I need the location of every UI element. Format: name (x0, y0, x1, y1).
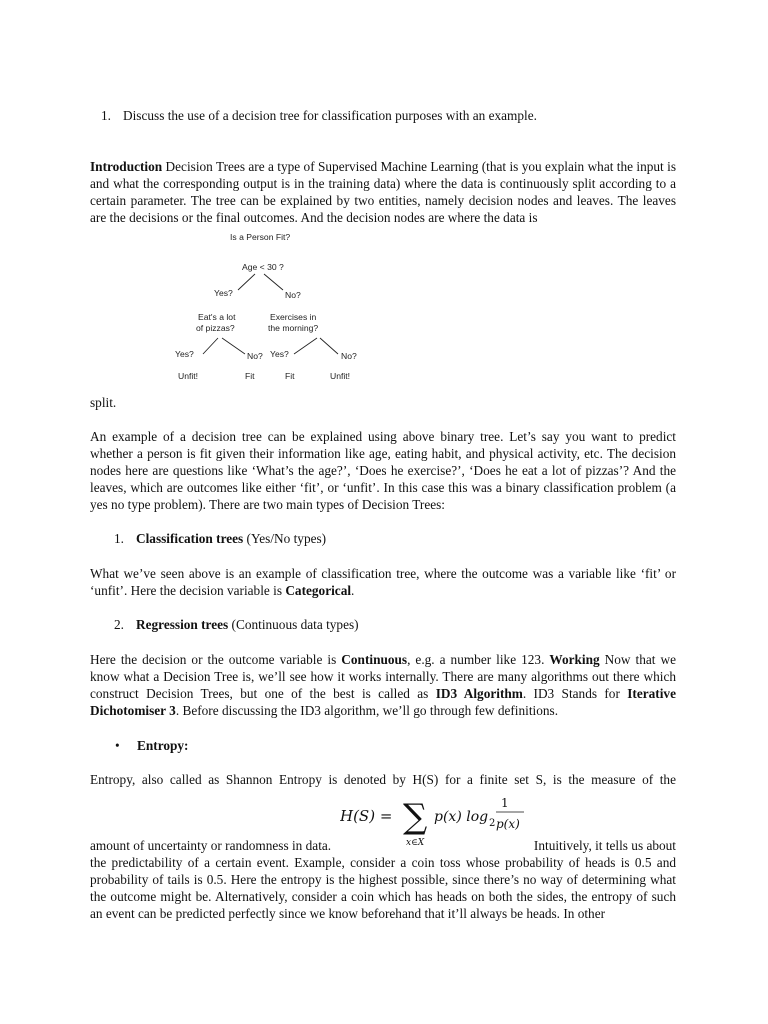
edge-root-left (238, 274, 255, 290)
formula-log-base: 2 (489, 818, 496, 829)
tree-root-no: No? (285, 290, 301, 300)
type-rest: (Continuous data types) (228, 617, 359, 632)
question-text: Discuss the use of a decision tree for classification purposes with an example. (123, 108, 537, 123)
regression-bold-1: Continuous (341, 652, 408, 667)
classification-paragraph (90, 565, 676, 599)
question-number: 1. (101, 108, 111, 123)
formula-sum-symbol: ∑ (403, 797, 428, 837)
regression-paragraph (90, 651, 676, 719)
decision-tree-diagram (170, 228, 370, 388)
edge-left-yes (203, 338, 218, 354)
tree-leaf-unfit-2: Unfit! (330, 371, 351, 381)
tree-right-yes: Yes? (270, 349, 289, 359)
intro-label: Introduction (90, 159, 163, 174)
tree-left-yes: Yes? (175, 349, 194, 359)
regression-text-3: Now that we know what a Decision Tree is, we’ll see how it works internally. There are many algorithms out there which construct Decision Trees, but one of the best is called as (90, 652, 676, 701)
intro-text: Decision Trees are a type of Supervised Machine Learning (that is you explain what the input is and what the corresponding output is in the training data) where the data is continuously split according to a certain parameter. The tree can be explained by two entities, namely decision nodes and leaves. The leaves are the decisions or the final outcomes. And the decision nodes are where the data is (90, 159, 676, 225)
type-number: 1. (114, 531, 124, 546)
type-label: Regression trees (136, 617, 229, 632)
tree-title: Is a Person Fit? (230, 232, 291, 242)
tree-left-no: No? (247, 351, 263, 361)
tree-left-node-1: Eat's a lot (198, 312, 236, 322)
tree-right-no: No? (341, 351, 357, 361)
formula-numerator: 1 (501, 796, 509, 810)
formula-denominator: p(x) (496, 817, 520, 831)
type-rest: (Yes/No types) (243, 531, 327, 546)
tree-leaf-unfit-1: Unfit! (178, 371, 199, 381)
edge-right-no (320, 338, 338, 354)
example-paragraph: An example of a decision tree can be explained using above binary tree. Let’s say you want to predict whether a person is fit given their information like age, eating habit, and physical activity, etc. The decision nodes here are questions like ‘What’s the age?’, ‘Does he exercise?’, ‘Does he eat a lot of pizzas’? And the leaves, which are outcomes like either ‘fit’, or ‘unfit’. In this case this was a binary classification problem (a yes no type problem). There are two main types of Decision Trees: (90, 429, 676, 512)
classification-end: . (351, 583, 355, 598)
classification-text: What we’ve seen above is an example of classification tree, where the outcome was a variable like ‘fit’ or ‘unfit’. Here the decision variable is (90, 566, 676, 598)
regression-bold-3: ID3 Algorithm (435, 686, 523, 701)
edge-root-right (264, 274, 283, 290)
regression-text-1: Here the decision or the outcome variable is (90, 652, 342, 667)
entropy-line-1: Entropy, also called as Shannon Entropy is denoted by H(S) for a finite set S, is the measure of the (90, 772, 676, 787)
intro-tail: split. (90, 395, 117, 410)
entropy-line-2 (90, 837, 676, 854)
type-label: Classification trees (136, 531, 244, 546)
regression-text-2: , e.g. a number like 123. (407, 652, 550, 667)
tree-leaf-fit-1: Fit (245, 371, 255, 381)
question-1 (90, 107, 676, 124)
classification-bold: Categorical (285, 583, 352, 598)
entropy-heading (90, 737, 676, 754)
tree-left-node-2: of pizzas? (196, 323, 235, 333)
tree-root: Age < 30 ? (242, 262, 284, 272)
formula-body: p(x) log (434, 809, 489, 825)
regression-bold-2: Working (549, 652, 600, 667)
regression-text-4: . ID3 Stands for (522, 686, 628, 701)
entropy-heading-text: Entropy: (137, 738, 189, 753)
tree-leaf-fit-2: Fit (285, 371, 295, 381)
entropy-line-2-right: Intuitively, it tells us about (533, 838, 676, 853)
entropy-line-2-left: amount of uncertainty or randomness in data. (90, 838, 332, 853)
tree-root-yes: Yes? (214, 288, 233, 298)
tree-right-node-1: Exercises in (270, 312, 317, 322)
tree-right-node-2: the morning? (268, 323, 319, 333)
type-item-2 (90, 616, 676, 633)
formula-sum-subscript: x∈X (406, 838, 425, 848)
type-number: 2. (114, 617, 124, 632)
formula-lhs: H(S) = (340, 807, 393, 825)
regression-bold-4: Iterative Dichotomiser 3 (90, 686, 676, 718)
bullet-icon: • (115, 738, 120, 753)
edge-right-yes (294, 338, 317, 354)
entropy-paragraph: the predictability of a certain event. Example, consider a coin toss whose probability of heads is 0.5 and probability of tails is 0.5. Here the entropy is the highest possible, since there’s no way of determining what the outcome might be. Alternatively, consider a coin which has heads on both the sides, the entropy of such an event can be predicted perfectly since we know beforehand that it’ll always be heads. In other (90, 855, 676, 921)
edge-left-no (222, 338, 245, 354)
type-item-1 (90, 530, 676, 547)
intro-paragraph (90, 158, 676, 226)
regression-text-5: . Before discussing the ID3 algorithm, we’ll go through few definitions. (175, 703, 559, 718)
